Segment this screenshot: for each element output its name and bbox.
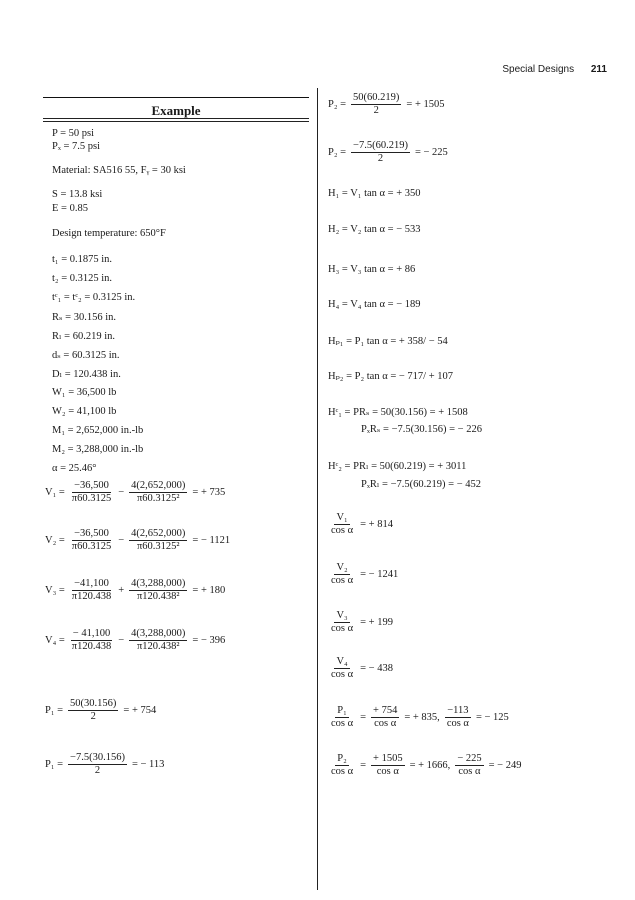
- denominator: π60.3125: [71, 541, 112, 553]
- numerator: −36,500: [72, 480, 111, 493]
- numerator: + 1505: [371, 753, 405, 766]
- denominator: π120.438: [71, 591, 112, 603]
- operator: −: [118, 535, 125, 547]
- eq-lhs: V₃ =: [45, 585, 65, 597]
- given-line: Rₛ = 30.156 in.: [52, 312, 117, 323]
- fraction: [70, 528, 113, 553]
- denominator: cos α: [331, 525, 354, 537]
- equation-p2x: [326, 140, 450, 165]
- equation-hc1x: PₓRₛ = −7.5(30.156) = − 226: [361, 424, 482, 435]
- equation-p2: [326, 92, 447, 117]
- eq-rhs: = − 249: [488, 760, 522, 772]
- example-title: Example: [151, 103, 201, 118]
- eq-lhs: P₂ =: [328, 99, 347, 111]
- section-title: Special Designs: [502, 64, 575, 75]
- denominator: cos α: [458, 766, 481, 778]
- denominator: 2: [90, 711, 96, 723]
- numerator: + 754: [371, 705, 399, 718]
- top-rule: [43, 97, 309, 98]
- fraction: [371, 753, 405, 778]
- numerator: 50(30.156): [68, 698, 118, 711]
- fraction: [329, 610, 355, 635]
- given-line: Dₗ = 120.438 in.: [52, 369, 121, 380]
- eq-lhs: V₁ =: [45, 487, 65, 499]
- numerator: −41,100: [72, 578, 111, 591]
- eq-mid: = + 1666,: [409, 760, 451, 772]
- numerator: 4(2,652,000): [129, 480, 187, 493]
- eq-rhs: = + 180: [192, 585, 226, 597]
- numerator: − 225: [455, 753, 483, 766]
- given-line: Material: SA516 55, Fᵧ = 30 ksi: [52, 165, 186, 176]
- fraction: [455, 753, 483, 778]
- denominator: cos α: [331, 575, 354, 587]
- eq-rhs: = + 754: [123, 705, 157, 717]
- given-line: dₛ = 60.3125 in.: [52, 350, 120, 361]
- denominator: π60.3125²: [136, 493, 180, 505]
- numerator: 4(2,652,000): [129, 528, 187, 541]
- fraction: [70, 628, 113, 653]
- fraction: [129, 628, 187, 653]
- denominator: 2: [373, 105, 379, 117]
- denominator: π120.438²: [136, 591, 180, 603]
- numerator: 50(60.219): [351, 92, 401, 105]
- fraction: [68, 698, 118, 723]
- given-line: E = 0.85: [52, 203, 88, 214]
- fraction: [129, 578, 187, 603]
- equals-sign: =: [360, 760, 367, 772]
- given-line: α = 25.46°: [52, 463, 97, 474]
- denominator: π120.438: [71, 641, 112, 653]
- equation-v2: [43, 528, 232, 553]
- equation-h2: H₂ = V₂ tan α = − 533: [328, 224, 421, 235]
- numerator: −113: [445, 705, 470, 718]
- operator: −: [118, 487, 125, 499]
- given-line: M₁ = 2,652,000 in.-lb: [52, 425, 144, 436]
- fraction: [70, 578, 113, 603]
- denominator: cos α: [374, 718, 397, 730]
- denominator: cos α: [331, 766, 354, 778]
- equals-sign: =: [360, 712, 367, 724]
- equation-p1x: [43, 752, 166, 777]
- given-line: t₁ = 0.1875 in.: [52, 254, 113, 265]
- fraction: [68, 752, 127, 777]
- given-line: W₁ = 36,500 lb: [52, 387, 117, 398]
- equation-hp2: Hₚ₂ = P₂ tan α = − 717/ + 107: [328, 371, 454, 382]
- fraction: [129, 480, 187, 505]
- numerator: −36,500: [72, 528, 111, 541]
- eq-rhs: = − 1121: [192, 535, 231, 547]
- equation-v1: [43, 480, 227, 505]
- denominator: π60.3125: [71, 493, 112, 505]
- fraction: [329, 512, 355, 537]
- equation-hc1: Hᶜ₁ = PRₛ = 50(30.156) = + 1508: [328, 407, 468, 418]
- fraction: [329, 562, 355, 587]
- equation-p2-cos: [326, 753, 523, 778]
- given-line: t₂ = 0.3125 in.: [52, 273, 113, 284]
- equation-h1: H₁ = V₁ tan α = + 350: [328, 188, 421, 199]
- eq-mid: = + 835,: [404, 712, 440, 724]
- eq-lhs: V₄ =: [45, 635, 65, 647]
- equation-v4-cos: [326, 656, 395, 681]
- equation-v2-cos: [326, 562, 400, 587]
- eq-lhs: P₁ =: [45, 759, 64, 771]
- denominator: 2: [377, 153, 384, 165]
- fraction: [70, 480, 113, 505]
- eq-lhs: P₁ =: [45, 705, 64, 717]
- fraction: [371, 705, 399, 730]
- fraction: [329, 753, 355, 778]
- denominator: cos α: [331, 623, 354, 635]
- fraction: [329, 705, 355, 730]
- equation-v3-cos: [326, 610, 395, 635]
- numerator: P₁: [335, 705, 349, 718]
- equation-p1-cos: [326, 705, 511, 730]
- operator: +: [118, 585, 125, 597]
- numerator: V₄: [334, 656, 349, 669]
- numerator: −7.5(60.219): [351, 140, 410, 153]
- equation-h4: H₄ = V₄ tan α = − 189: [328, 299, 421, 310]
- equation-v3: [43, 578, 227, 603]
- fraction: [129, 528, 187, 553]
- denominator: π60.3125²: [136, 541, 180, 553]
- eq-lhs: V₂ =: [45, 535, 65, 547]
- given-line: W₂ = 41,100 lb: [52, 406, 117, 417]
- title-rule-lower: [43, 121, 309, 122]
- column-divider: [317, 88, 318, 890]
- fraction: [445, 705, 471, 730]
- denominator: π120.438²: [136, 641, 180, 653]
- denominator: cos α: [331, 718, 354, 730]
- eq-rhs: = − 396: [192, 635, 226, 647]
- equation-hc2x: PₓRₗ = −7.5(60.219) = − 452: [361, 479, 481, 490]
- page-number: 211: [590, 64, 607, 75]
- eq-rhs: = + 814: [360, 519, 393, 531]
- given-line: P = 50 psi: [52, 128, 94, 139]
- eq-rhs: = − 1241: [360, 569, 399, 581]
- equation-p1: [43, 698, 158, 723]
- equation-h3: H₃ = V₃ tan α = + 86: [328, 264, 416, 275]
- eq-rhs: = + 199: [360, 617, 393, 629]
- denominator: 2: [94, 765, 101, 777]
- given-line: Pₓ = 7.5 psi: [52, 141, 101, 152]
- equation-v4: [43, 628, 227, 653]
- operator: −: [118, 635, 125, 647]
- equation-hp1: Hₚ₁ = P₁ tan α = + 358/ − 54: [328, 336, 448, 347]
- numerator: −7.5(30.156): [68, 752, 127, 765]
- eq-rhs: = − 225: [414, 147, 448, 159]
- fraction: [351, 140, 410, 165]
- given-line: tᶜ₁ = tᶜ₂ = 0.3125 in.: [52, 292, 136, 303]
- fraction: [351, 92, 401, 117]
- numerator: − 41,100: [71, 628, 112, 641]
- eq-rhs: = − 438: [360, 663, 393, 675]
- numerator: 4(3,288,000): [129, 628, 187, 641]
- numerator: V₃: [334, 610, 349, 623]
- eq-rhs: = + 735: [192, 487, 226, 499]
- eq-rhs: = − 113: [131, 759, 165, 771]
- denominator: cos α: [376, 766, 399, 778]
- running-header: [502, 64, 607, 75]
- title-rule-upper: [43, 118, 309, 119]
- given-line: Design temperature: 650°F: [52, 228, 166, 239]
- equation-hc2: Hᶜ₂ = PRₗ = 50(60.219) = + 3011: [328, 461, 467, 472]
- eq-rhs: = − 125: [475, 712, 509, 724]
- fraction: [329, 656, 355, 681]
- eq-lhs: P₂ =: [328, 147, 347, 159]
- equation-v1-cos: [326, 512, 395, 537]
- denominator: cos α: [331, 669, 354, 681]
- given-line: M₂ = 3,288,000 in.-lb: [52, 444, 144, 455]
- given-line: S = 13.8 ksi: [52, 189, 103, 200]
- numerator: V₂: [334, 562, 349, 575]
- numerator: P₂: [335, 753, 349, 766]
- numerator: V₁: [334, 512, 349, 525]
- given-line: Rₗ = 60.219 in.: [52, 331, 116, 342]
- denominator: cos α: [446, 718, 469, 730]
- eq-rhs: = + 1505: [406, 99, 445, 111]
- numerator: 4(3,288,000): [129, 578, 187, 591]
